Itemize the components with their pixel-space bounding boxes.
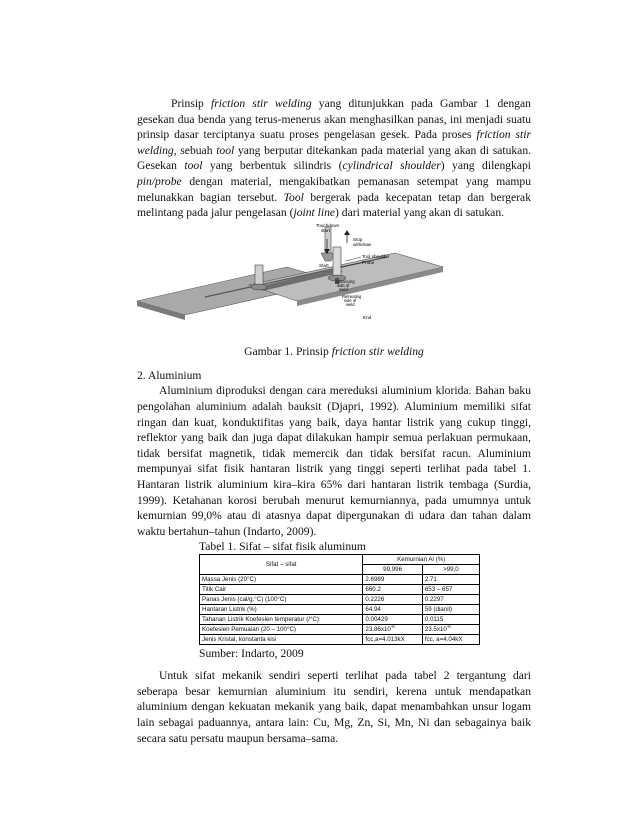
table-row (200, 585, 480, 595)
header-col1: 99,996 (363, 565, 422, 575)
leader-shoulder (346, 257, 361, 261)
row-value-1: fcc,a=4.013kX (363, 635, 422, 645)
row-value-2: fcc, a=4.04kX (422, 635, 479, 645)
label-start: Start (319, 262, 329, 268)
section-heading: 2. Aluminium (137, 368, 202, 382)
row-value-2: 653 – 657 (422, 585, 479, 595)
label-retreating-2: side of (344, 297, 357, 303)
row-value-1: 64.94 (363, 605, 422, 615)
row-name: Jenis Kristal, konstanta kisi (200, 635, 363, 645)
document-page (137, 96, 531, 746)
table-row (200, 625, 480, 635)
paragraph-aluminium: Aluminium diproduksi dengan cara mereduksi aluminium klorida. Bahan baku pengolahan aluminium adalah bauksit (Djapri, 1992). Aluminium memiliki sifat ringan dan kuat, konduktifitas yang baik, daya hantar listrik yang cukup tinggi, reflektor yang baik dan juga dapat dilakukan hampir semua perlakuan permukaan, tidak bersifat magnetik, tidak memercik dan tidak bersifat racun. Aluminium mempunyai sifat fisik hantaran listrik yang tinggi seperti terlihat pada tabel 1. Hantaran listrik aluminium kira–kira 65% dari hantaran listrik tembaga (Surdia, 1999). Ketahanan korosi berubah menurut kemurniannya, pada umumnya untuk kemurnian 99,0% atau di atasnya dapat dipergunakan di udara dan tahan dalam waktu bertahun–tahun (Indarto, 2009). (137, 384, 531, 538)
label-probe: Probe (362, 259, 375, 265)
header-sifat: Sifat – sifat (200, 555, 363, 575)
table-row (200, 615, 480, 625)
table-caption: Tabel 1. Sifat – sifat fisik aluminum (199, 540, 366, 554)
row-value-1: 2.6989 (363, 575, 422, 585)
label-retreating-1: Retreating (342, 293, 362, 299)
row-value-2: 2.71 (422, 575, 479, 585)
row-name: Hantaran Listrik (%) (200, 605, 363, 615)
aluminium-properties-table (199, 554, 480, 645)
row-value-2: 0.2297 (422, 595, 479, 605)
label-advancing-3: weld (339, 286, 348, 292)
header-kemurnian: Kemurnian Al (%) (363, 555, 480, 565)
paragraph-mechanical: Untuk sifat mekanik sendiri seperti terlihat pada tabel 2 tergantung dari seberapa besar kemurnian aluminium itu sendiri, kerena untuk mendapatkan aluminium dengan kekuatan mekanik yang baik, dapat menambahkan unsur logam lain sebagai paduannya, antara lain: Cu, Mg, Zn, Si, Mn, Ni dan sebagainya baik secara satu persatu maupun bersama–sama. (137, 669, 531, 745)
row-value-2: 59 (dianil) (422, 605, 479, 615)
header-col2: >99,0 (422, 565, 479, 575)
label-advancing-2: side of (337, 282, 350, 288)
arrow-up-head (344, 230, 350, 235)
label-tool-shoulder: Tool shoulder (362, 253, 390, 259)
table-row (200, 635, 480, 645)
row-value-1: 0.2226 (363, 595, 422, 605)
label-stop: Stop (353, 236, 363, 242)
row-name: Tahanan Listrik Koefesien temperatur (/°C) (200, 615, 363, 625)
row-name: Koefesien Pemuaian (20 – 100°C) (200, 625, 363, 635)
table-row (200, 605, 480, 615)
label-touchdown: Touchdown (316, 222, 340, 228)
row-value-2: $23.5x10^{-6}$ (422, 625, 479, 635)
table-row (200, 595, 480, 605)
table-header-row (200, 555, 480, 565)
row-name: Titik Cair (200, 585, 363, 595)
label-retreating-3: weld (346, 301, 355, 307)
table-row (200, 575, 480, 585)
table-source: Sumber: Indarto, 2009 (199, 647, 304, 661)
row-name: Massa Jenis (20°C) (200, 575, 363, 585)
label-advancing-1: Advancing (335, 278, 355, 284)
paragraph-fsw-principle: Prinsip friction stir welding yang ditunjukkan pada Gambar 1 dengan gesekan dua benda yang terus-menerus akan menghasilkan panas, ini menjadi suatu prinsip dasar terciptanya suatu proses pengelasan gesek. Pada proses friction stir welding, sebuah tool yang berputar ditekankan pada material yang akan di satukan. Gesekan tool yang berbentuk silindris (cylindrical shoulder) yang dilengkapi pin/probe dengan material, mengakibatkan pemanasan setempat yang mampu melunakkan bagian tersebut. Tool bergerak pada kecepatan tetap dan bergerak melintang pada jalur pengelasan (joint line) dari material yang akan di satukan. (137, 97, 532, 220)
figure-friction-stir-welding (137, 223, 531, 339)
label-touchdown-start: start (321, 227, 330, 233)
row-value-1: 660.2 (363, 585, 422, 595)
tool-weld-shank (255, 265, 263, 287)
tool-shank (333, 247, 341, 277)
row-value-2: 0.0115 (422, 615, 479, 625)
tool-weld-shoulder (251, 284, 267, 290)
row-name: Panas Jenis (cal/g.°C) (100°C) (200, 595, 363, 605)
label-end: End (363, 314, 372, 320)
figure-caption: Gambar 1. Prinsip friction stir welding (244, 344, 424, 358)
row-value-1: $23.86x10^{-6}$ (363, 625, 422, 635)
fsw-diagram (137, 223, 531, 339)
label-withdraw: withdraw (353, 241, 372, 247)
row-value-1: 0.00429 (363, 615, 422, 625)
